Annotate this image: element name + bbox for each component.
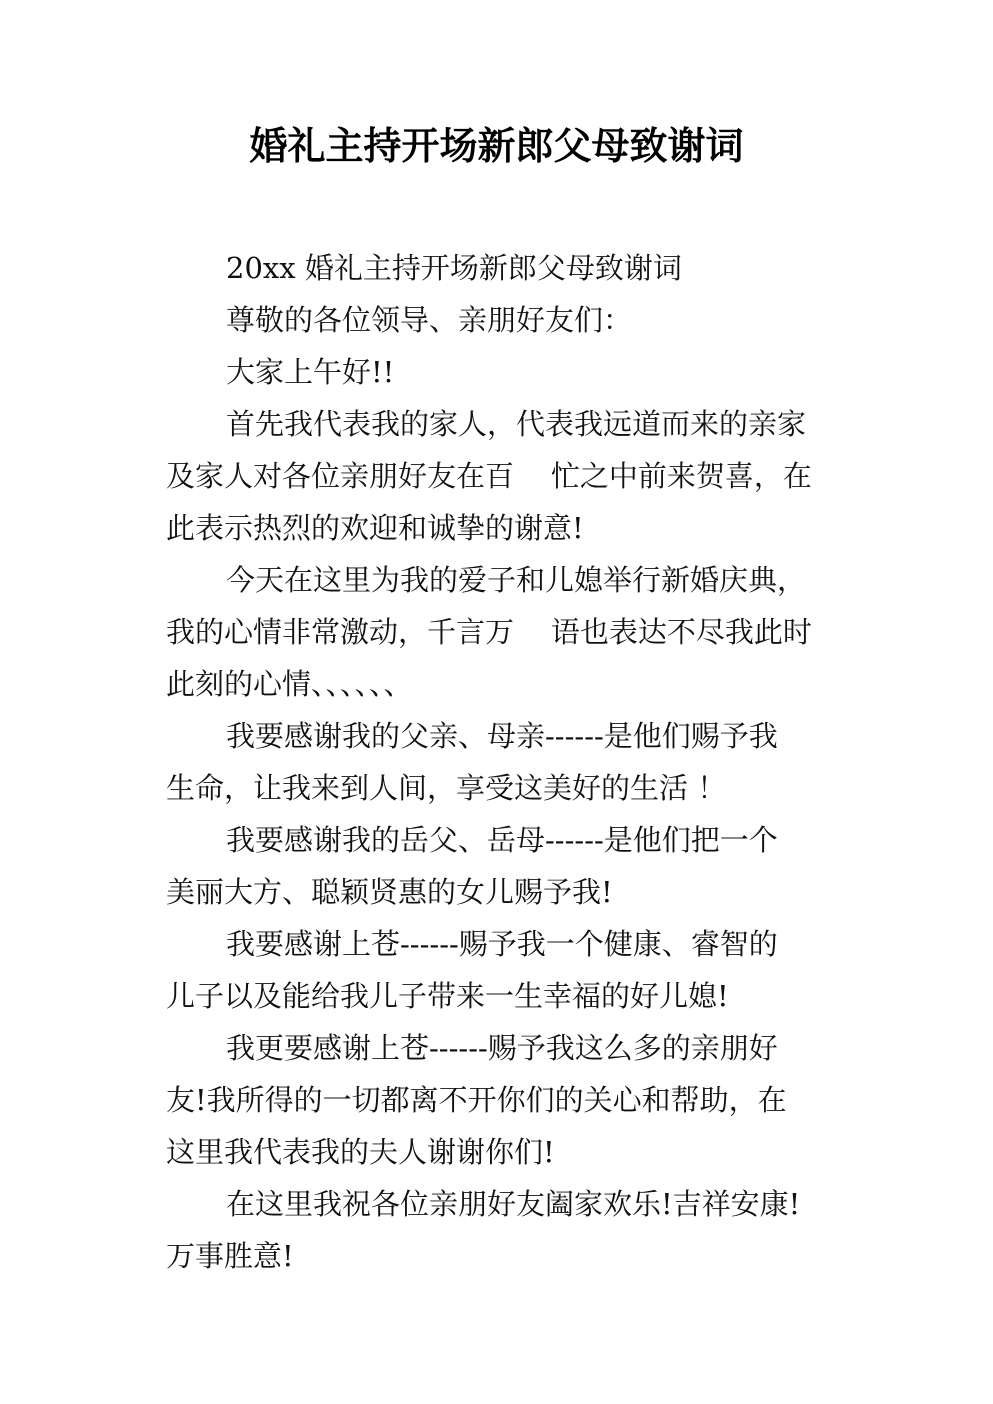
salutation-line: 尊敬的各位领导、亲朋好友们： bbox=[226, 303, 633, 337]
paragraph-line: 我要感谢我的岳父、岳母------是他们把一个 bbox=[226, 823, 778, 857]
paragraph-line: 儿子以及能给我儿子带来一生幸福的好儿媳! bbox=[166, 979, 729, 1013]
paragraph-line: 今天在这里为我的爱子和儿媳举行新婚庆典， bbox=[226, 563, 807, 597]
paragraph-line: 在这里我祝各位亲朋好友阖家欢乐!吉祥安康! bbox=[226, 1187, 801, 1221]
paragraph-line: 万事胜意! bbox=[166, 1239, 294, 1273]
paragraph-line: 生命，让我来到人间，享受这美好的生活 ！ bbox=[166, 771, 727, 805]
document-body bbox=[166, 242, 830, 1282]
paragraph-line: 友!我所得的一切都离不开你们的关心和帮助，在 bbox=[166, 1083, 787, 1117]
paragraph-line: 美丽大方、聪颖贤惠的女儿赐予我! bbox=[166, 875, 613, 909]
paragraph-line: 首先我代表我的家人，代表我远道而来的亲家 bbox=[226, 407, 807, 441]
paragraph-line: 这里我代表我的夫人谢谢你们! bbox=[166, 1135, 555, 1169]
document-title: 婚礼主持开场新郎父母致谢词 bbox=[249, 124, 744, 168]
paragraph-line: 此表示热烈的欢迎和诚挚的谢意! bbox=[166, 511, 584, 545]
greeting-line: 大家上午好!! bbox=[226, 355, 395, 389]
paragraph-line: 我要感谢我的父亲、母亲------是他们赐予我 bbox=[226, 719, 778, 753]
subtitle-line: 20xx 婚礼主持开场新郎父母致谢词 bbox=[226, 251, 682, 285]
paragraph-line: 我要感谢上苍------赐予我一个健康、睿智的 bbox=[226, 927, 778, 961]
paragraph-line: 及家人对各位亲朋好友在百 忙之中前来贺喜，在 bbox=[166, 459, 812, 493]
paragraph-line: 我更要感谢上苍------赐予我这么多的亲朋好 bbox=[226, 1031, 778, 1065]
paragraph-line: 此刻的心情、、、、、、 bbox=[166, 667, 413, 701]
paragraph-line: 我的心情非常激动，千言万 语也表达不尽我此时 bbox=[166, 615, 812, 649]
